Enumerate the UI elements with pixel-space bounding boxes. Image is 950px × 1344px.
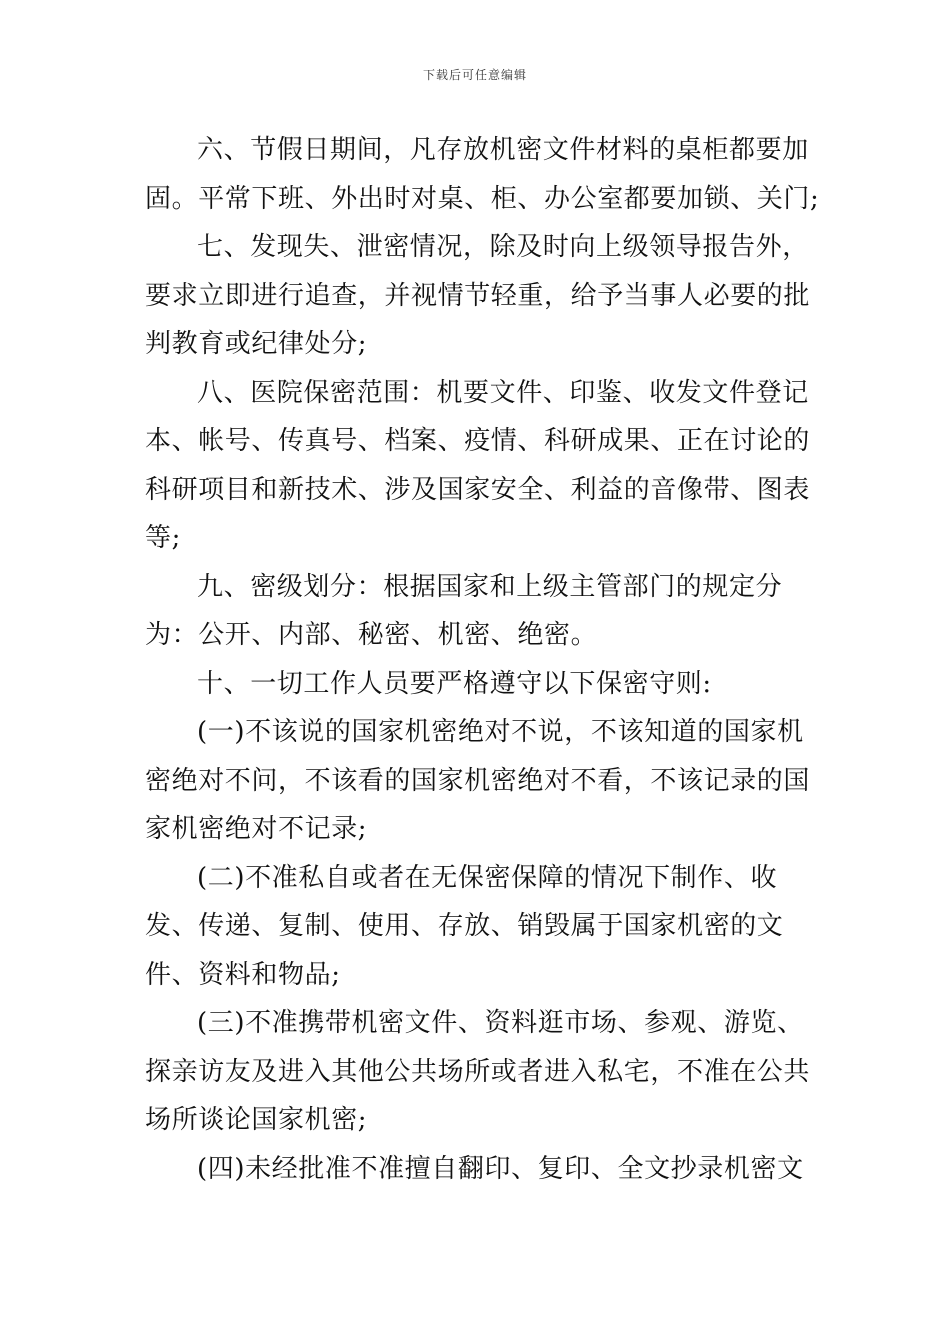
rule-2: (二)不准私自或者在无保密保障的情况下制作、收发、传递、复制、使用、存放、销毁属于国家机密的文件、资料和物品; <box>145 862 784 990</box>
paragraph-6: 六、节假日期间，凡存放机密文件材料的桌柜都要加固。平常下班、外出时对桌、柜、办公室都要加锁、关门; <box>145 135 820 214</box>
paragraph-8: 八、医院保密范围：机要文件、印鉴、收发文件登记本、帐号、传真号、档案、疫情、科研成果、正在讨论的科研项目和新技术、涉及国家安全、利益的音像带、图表等; <box>145 377 811 553</box>
rule-4: (四)未经批准不准擅自翻印、复印、全文抄录机密文 <box>197 1153 804 1184</box>
rule-1: (一)不该说的国家机密绝对不说，不该知道的国家机密绝对不问，不该看的国家机密绝对不看，不该记录的国家机密绝对不记录; <box>145 717 811 844</box>
paragraph-7: 七、发现失、泄密情况，除及时向上级领导报告外，要求立即进行追查，并视情节轻重，给予当事人必要的批判教育或纪律处分; <box>145 232 811 359</box>
header-note: 下载后可任意编辑 <box>422 68 527 82</box>
paragraph-10: 十、一切工作人员要严格遵守以下保密守则: <box>197 668 712 699</box>
paragraph-9: 九、密级划分：根据国家和上级主管部门的规定分为：公开、内部、秘密、机密、绝密。 <box>145 571 783 650</box>
rule-3: (三)不准携带机密文件、资料逛市场、参观、游览、探亲访友及进入其他公共场所或者进入私宅，不准在公共场所谈论国家机密; <box>145 1008 811 1135</box>
document-body <box>145 126 825 1193</box>
